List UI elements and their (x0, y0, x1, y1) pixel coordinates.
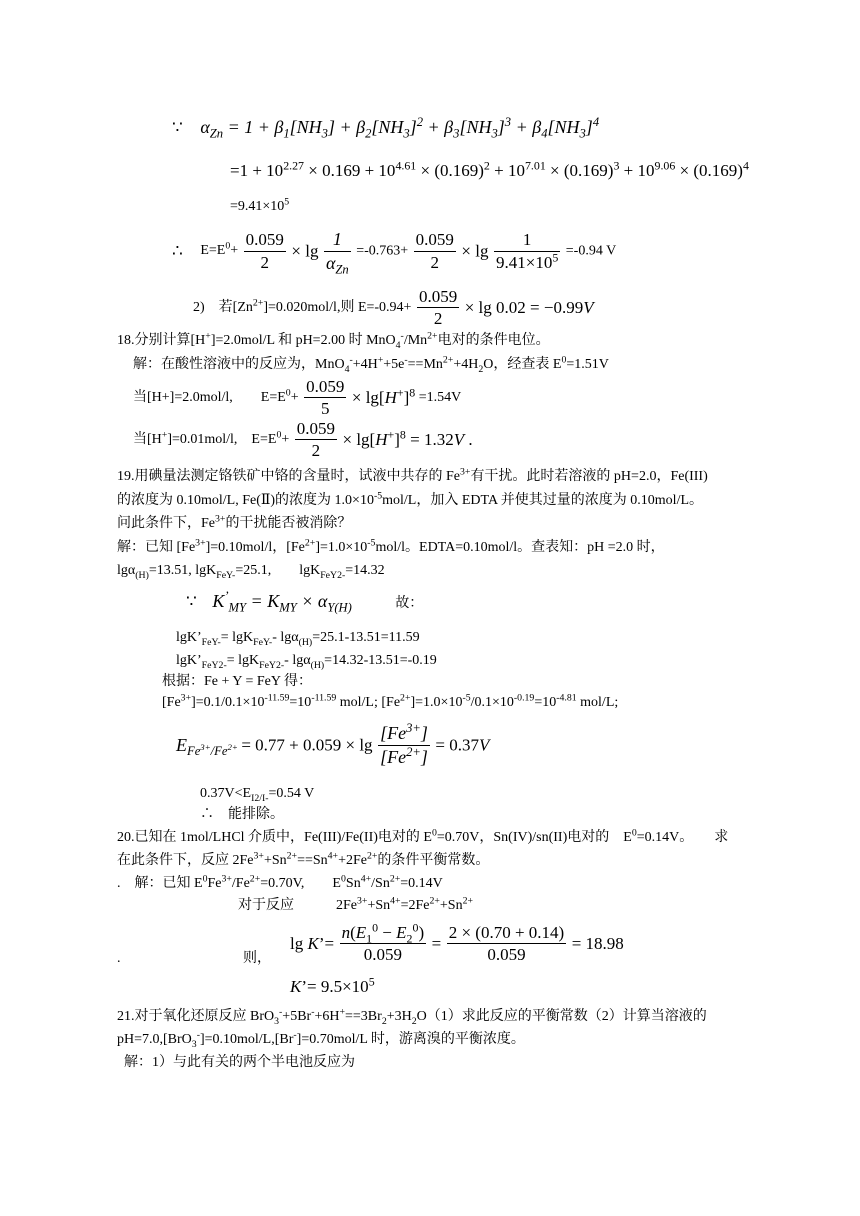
question-18-case-b: 当[H+]=0.01mol/l, $E=E^0+$ $\frac{0.059}{2}$ × $\lg[H^+]^8 = 1.32V$ . (133, 419, 473, 461)
conditional-constant-equation: ∵ $K^’_{MY} = K_{MY} \times \alpha_{Y(H)}$ 故： (186, 589, 424, 615)
question-19-solution-4: $\lg K’_{FeY2-}= \lg K_{FeY2-}-$ lgα$_{(H)}$=14.32-13.51=-0.19 (176, 653, 437, 671)
zn-concentration-case: 2) 若$[Zn^{2+}]=0.020mol/l$,则 E=-0.94+ $\frac{0.059}{2}$ × lg 0.02 = −0.99V (193, 287, 594, 329)
fraction-1-over-941: $\frac{1}{9.41\times 10^5}$ (495, 230, 559, 272)
therefore-symbol: ∴ (172, 241, 183, 261)
fraction-0059-over-2-b: $\frac{0.059}{2}$ (415, 230, 454, 272)
question-18-solution: 解：在酸性溶液中的反应为，$MnO_4^-+4H^++5e^-==Mn^{2+}+4H_2O$，经查表 $E^0=1.51V$ (133, 354, 609, 375)
alpha-zn-formula: $\alpha_{Zn} = 1 + \beta_1[NH_3] + \beta_2[NH_3]^2 + \beta_3[NH_3]^3 + \beta_4[NH_3]^4$ (200, 115, 600, 141)
question-19-solution-1: 解：已知 $[Fe^{3+}]=0.10mol/l$，$[Fe^{2+}]=1.0\times 10^{-5}mol/l$。EDTA=0.10mol/l。查表知：pH =2.0 时， (117, 537, 665, 555)
fraction-0059-over-2-c: $\frac{0.059}{2}$ (418, 287, 458, 329)
fe-potential-equation: $E_{Fe^{3+}/Fe^{2+}} = 0.77 + 0.059 \times \lg$ $\frac{[Fe^{3+}]}{[Fe^{2+}]}$ = 0.37V (176, 721, 490, 767)
question-19-solution-2: lgα$_{(H)}$=13.51, lgK$_{FeY-}$=25.1, lgK$_{FeY2-}$=14.32 (117, 563, 385, 581)
question-20-solution-1: . 解：已知 $E^0Fe^{3+}/Fe^{2+}=0.70V$, $E^0Sn^{4+}/Sn^{2+}=0.14V$ (117, 873, 443, 891)
question-20-solution-2: 对于反应 $2Fe^{3+}+Sn^{4+}=2Fe^{2+}+Sn^{2+}$ (238, 895, 474, 913)
fraction-0059-over-2-d: $\frac{0.059}{2}$ (296, 419, 335, 461)
fraction-0059-over-5: $\frac{0.059}{5}$ (306, 377, 345, 419)
equilibrium-constant-value: K’= $9.5\times 10^5$ (290, 974, 375, 996)
fraction-2-times-sum: $\frac{2 \times (0.70 + 0.14)}{0.059}$ (448, 923, 565, 965)
question-20-line-2: 在此条件下，反应 $2Fe^{3+}+Sn^{2+}==Sn^{4+}+2Fe^{2+}$的条件平衡常数。 (117, 850, 490, 868)
fraction-0059-over-2: $\frac{0.059}{2}$ (245, 230, 284, 272)
question-20-line-1: 20.已知在 1mol/LHCl 介质中，Fe(III)/Fe(II)电对的 $E^0=0.70V$，Sn(IV)/sn(II)电对的 $E^0=0.14V$。 求 (117, 827, 729, 845)
alpha-zn-result: $=9.41\times 10^5$ (230, 196, 290, 214)
potential-prefix: $E=E^0+$ (200, 240, 239, 259)
question-20-then: 则， (243, 951, 271, 966)
fraction-fe3-over-fe2: $\frac{[Fe^{3+}]}{[Fe^{2+}]}$ (380, 721, 428, 767)
question-19-line-2: 的浓度为 0.10mol/L, Fe(Ⅱ)的浓度为 $1.0\times 10^{-5}mol/L$，加入 EDTA 并使其过量的浓度为 0.10mol/L。 (117, 490, 704, 508)
question-21-line-1: 21.对于氧化还原反应 $BrO_3^-+5Br^-+6H^+==3Br_2+3H_2O(1)$求此反应的平衡常数（2）计算当溶液的 (117, 1006, 707, 1027)
question-19-solution-8: ∴ 能排除。 (200, 807, 284, 822)
fraction-1-over-alpha: $\frac{1}{\alpha_{Zn}}$ (325, 229, 349, 277)
question-19-solution-3: $\lg K’_{FeY-}= \lg K_{FeY-}-$ lgα$_{(H)}$=25.1-13.51=11.59 (176, 630, 420, 648)
fraction-n-e-diff: $\frac{n(E_1^0 - E_2^0)}{0.059}$ (341, 920, 425, 965)
question-18: 18.分别计算[H+]=2.0mol/L 和 pH=2.00 时 $MnO_4^-/Mn^{2+}$电对的条件电位。 (117, 330, 550, 351)
question-20-dot: . (117, 951, 121, 966)
because-symbol: ∵ (172, 118, 183, 137)
question-19-line-3: 问此条件下，$Fe^{3+}$的干扰能否被消除？ (117, 513, 352, 531)
question-19-solution-7: $0.37V<E_{I2/I-}=0.54$ V (200, 786, 315, 804)
potential-result: =-0.94 V (565, 243, 617, 259)
question-19-solution-5: 根据：Fe + Y = FeY 得： (162, 674, 312, 689)
question-21-line-2: pH=7.0,[BrO$_3$-]=0.10mol/L,[Br-]=0.70mol/L 时，游离溴的平衡浓度。 (117, 1029, 525, 1050)
alpha-zn-expansion: $=1 + 10^{2.27} \times 0.169 + 10^{4.61} \times (0.169)^2 + 10^{7.01} \times (0.169)^3 + 10^{9.06} \times (0.169)^4$ (230, 158, 749, 180)
potential-mid: =-0.763+ (356, 243, 409, 259)
alpha-zn-equation (172, 116, 599, 139)
question-21-solution-1: 解：1）与此有关的两个半电池反应为 (124, 1055, 355, 1070)
question-19-solution-6: $[Fe^{3+}]=0.1/0.1\times 10^{-11.59}=10^{-11.59}$ mol/L; $[Fe^{2+}]=1.0\times 10^{-5}/0.1\times 10^{-0.19}=10^{-4.81}$ mol/L; (162, 692, 619, 710)
question-19-line-1: 19.用碘量法测定铬铁矿中铬的含量时，试液中共存的 $Fe^{3+}$有干扰。此时若溶液的 pH=2.0，Fe(III) (117, 466, 708, 484)
potential-calculation: ∴ $E=E^0+$ $\frac{0.059}{2}$ × lg $\frac{1}{\alpha_{Zn}}$ =-0.763+ $\frac{0.059}{2}$ × lg $\frac{1}{9.41\times 10^5}$ =-0.94 V (172, 229, 617, 277)
equilibrium-constant-equation: lg K’= $\frac{n(E_1^0 - E_2^0)}{0.059}$ = $\frac{2 \times (0.70 + 0.14)}{0.059}$ = 18.98 (290, 920, 624, 965)
question-18-case-a: 当[H+]=2.0mol/l, $E=E^0+$ $\frac{0.059}{5}$ × $\lg[H^+]^8 =1.54V$ (133, 377, 462, 419)
